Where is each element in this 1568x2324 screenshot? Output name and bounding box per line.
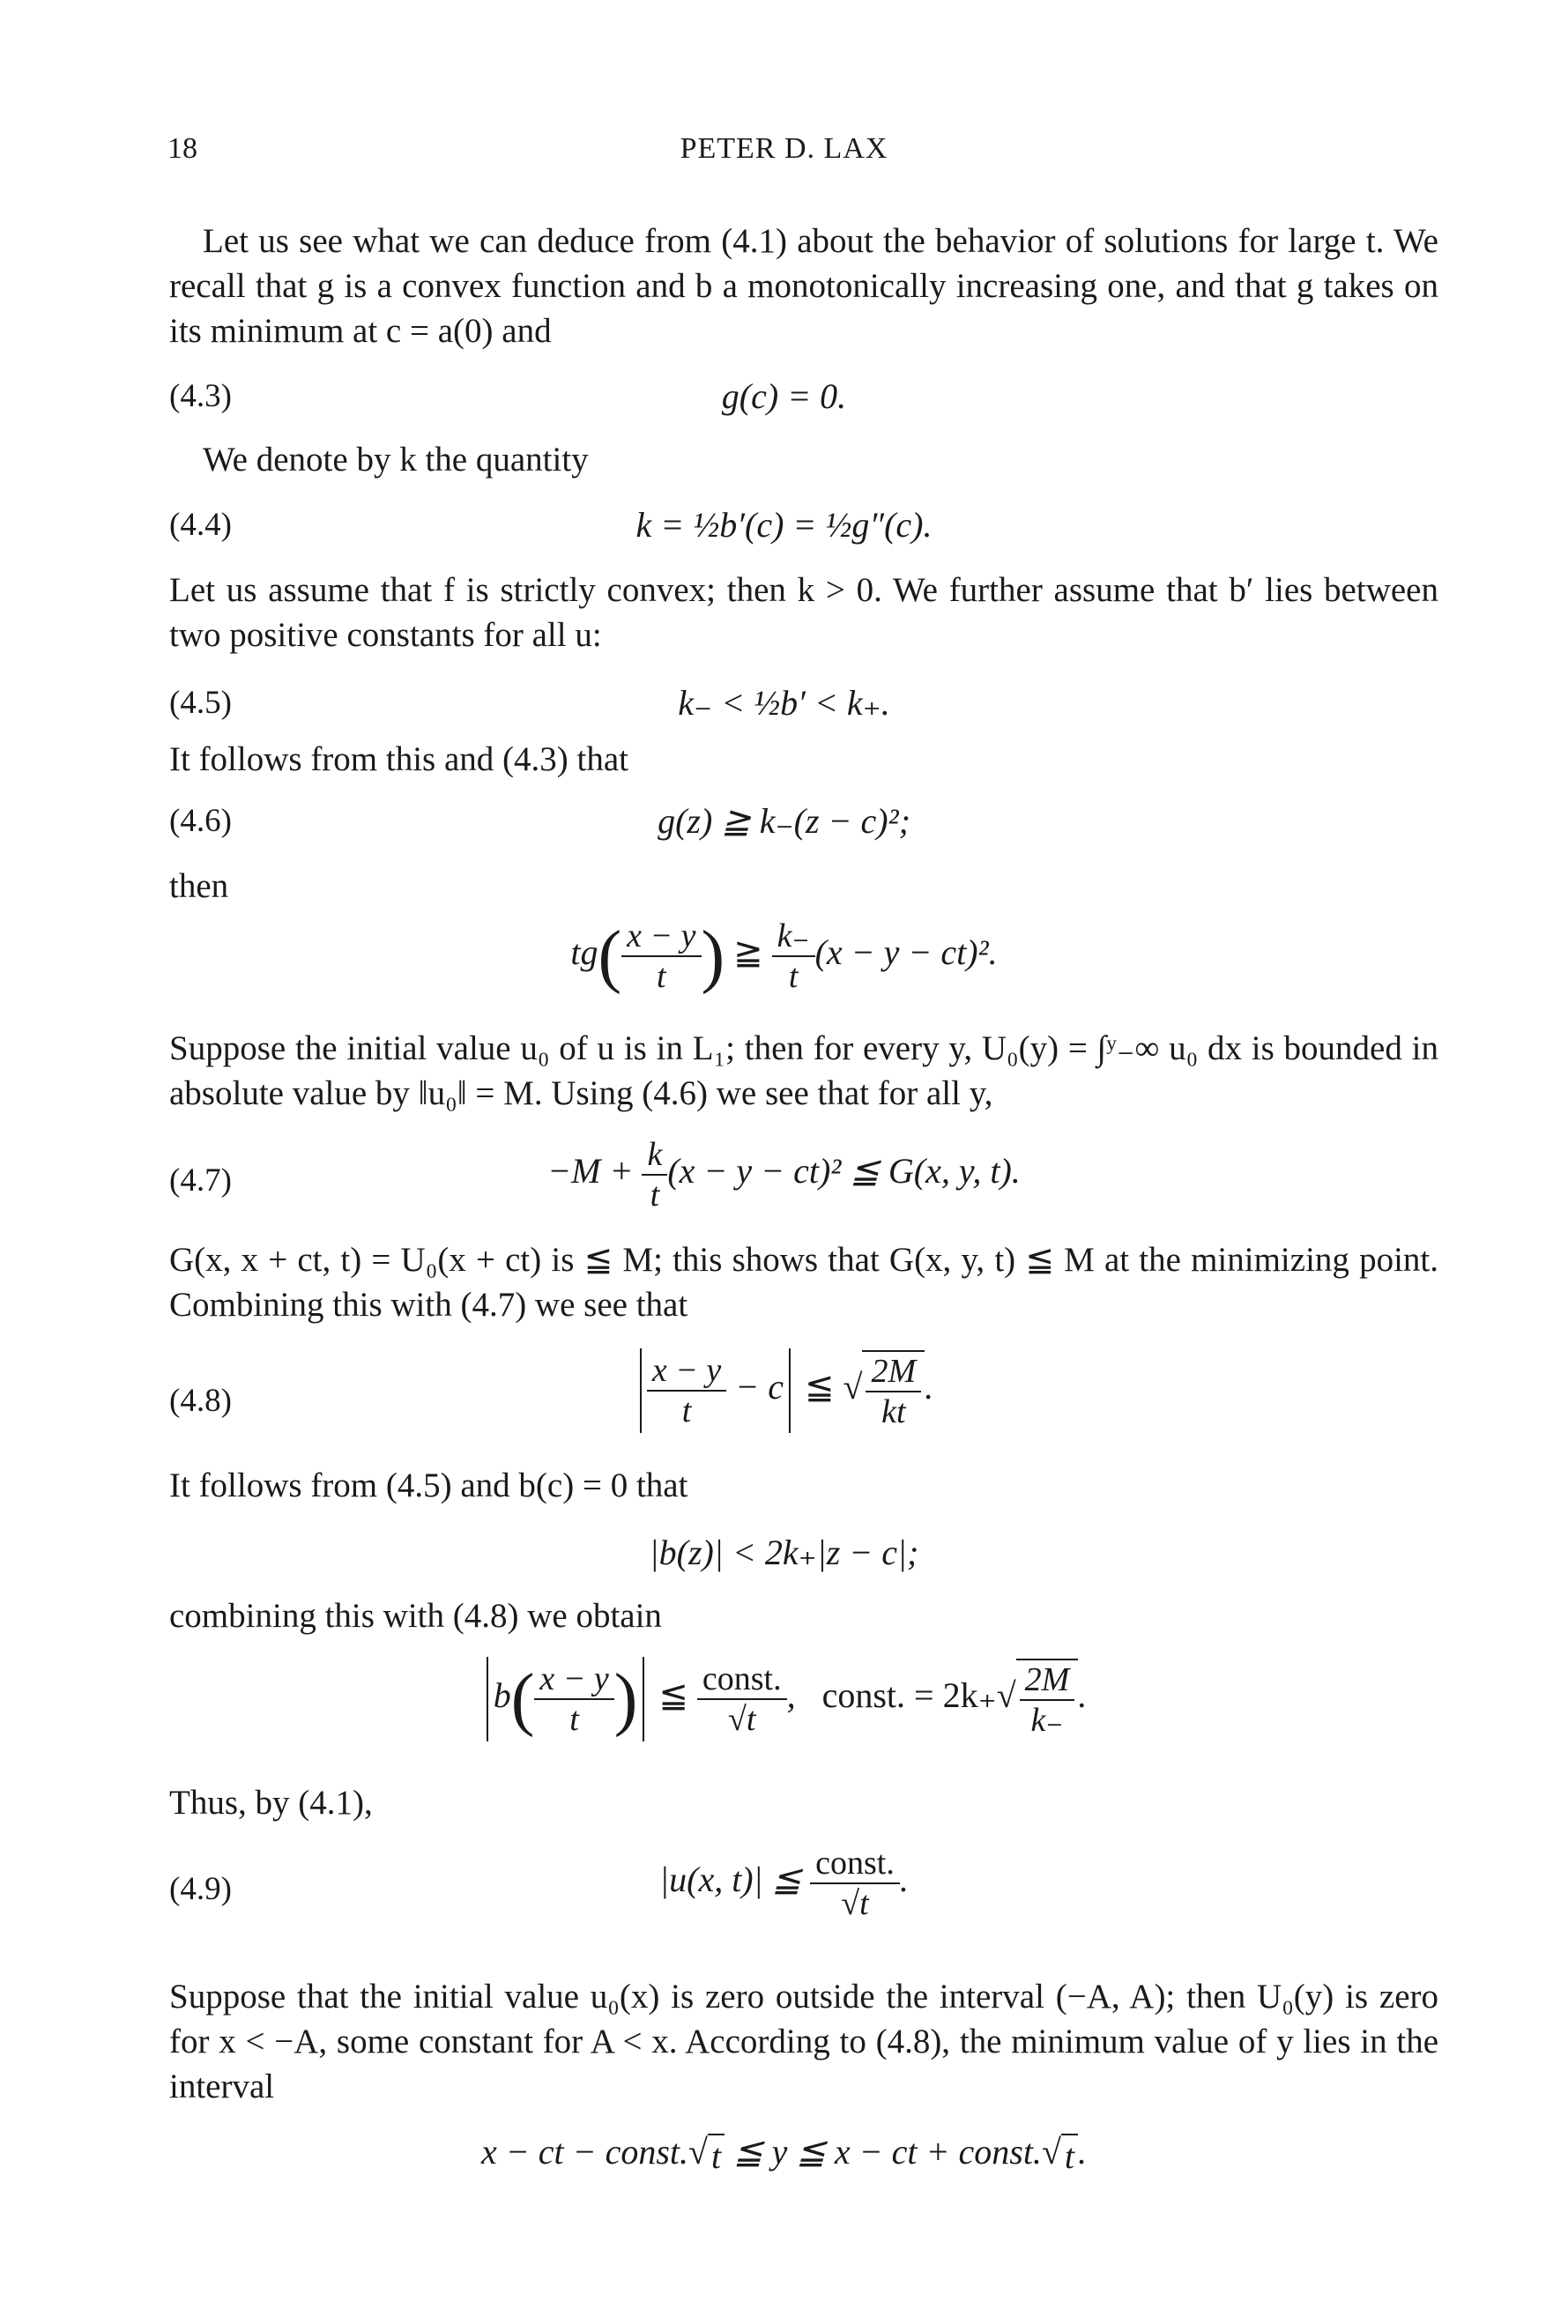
eq-then-kfrac: $\frac{k_-}{t}$ (772, 917, 815, 996)
eq-4-4: k = ½b′(c) = ½g″(c). (635, 505, 933, 545)
paragraph-6: Suppose the initial value u₀ of u is in L₁; then for every y, U₀(y) = ∫ʸ₋∞ u₀ dx is bounded in absolute value by ‖u₀‖ = M. Using (4.6) we see that for all y, (169, 1029, 1438, 1112)
eq-4-6: g(z) ≧ k₋(z − c)²; (658, 801, 910, 841)
paragraph-2: We denote by k the quantity (203, 441, 589, 479)
paragraph-3: Let us assume that f is strictly convex; then k > 0. We further assume that b′ lies between two positive constants for all u: (169, 571, 1438, 654)
paragraph-10: Thus, by (4.1), (169, 1784, 373, 1822)
eq-bz: |b(z)| < 2k₊|z − c|; (649, 1533, 919, 1572)
eq-4-9-label: (4.9) (169, 1871, 232, 1907)
paragraph-8: It follows from (4.5) and b(c) = 0 that (169, 1466, 688, 1504)
paragraph-9: combining this with (4.8) we obtain (169, 1597, 662, 1635)
eq-4-7-frac: $\frac{k}{t}$ (642, 1135, 667, 1214)
eq-4-3-label: (4.3) (169, 378, 232, 414)
page-number: 18 (167, 132, 197, 165)
eq-then-fn: tg (570, 932, 598, 973)
paragraph-5: then (169, 867, 229, 905)
running-title: PETER D. LAX (680, 132, 888, 165)
eq-4-5: k₋ < ½b′ < k₊. (678, 683, 890, 723)
eq-final: x − ct − const.√ t ≦ y ≦ x − ct + const.√ t . (480, 2132, 1088, 2177)
paragraph-11: Suppose that the initial value u₀(x) is zero outside the interval (−A, A); then U₀(y) is zero for x < −A, some constant for A < x. According to (4.8), the minimum value of y lies in the interval (169, 1978, 1438, 2105)
eq-4-8-label: (4.8) (169, 1383, 232, 1419)
paragraph-7: G(x, x + ct, t) = U₀(x + ct) is ≦ M; this shows that G(x, y, t) ≦ M at the minimizing point. Combining this with (4.7) we see that (169, 1241, 1438, 1324)
eq-4-5-label: (4.5) (169, 685, 232, 721)
eq-4-8: $\frac{x - y}{t}$ − c ≦ √ $\frac{2M}{kt}$ . (0, 1348, 1568, 1433)
eq-then-frac: $\frac{x - y}{t}$ (621, 917, 701, 996)
paragraph-1: Let us see what we can deduce from (4.1) about the behavior of solutions for large t. We recall that g is a convex function and b a monotonically increasing one, and that g takes on its minimum at c = a(0) and (169, 222, 1438, 350)
eq-then: tg( $\frac{x - y}{t}$ ) ≧ $\frac{k_-}{t}$ (x − y − ct)². (570, 917, 998, 995)
eq-4-6-label: (4.6) (169, 803, 232, 839)
eq-4-3: g(c) = 0. (721, 376, 847, 416)
eq-bound: b( $\frac{x - y}{t}$ ) ≦ $\frac{\text{const.}}{√t}$ , const. = 2k₊√ $\frac{2M}{k_-}$ . (0, 1657, 1568, 1741)
eq-4-7: −M + $\frac{k}{t}$ (x − y − ct)² ≦ G(x, y, t). (547, 1136, 1021, 1214)
paragraph-4: It follows from this and (4.3) that (169, 740, 628, 778)
eq-4-7-label: (4.7) (169, 1162, 232, 1199)
eq-4-9: |u(x, t)| ≦ $\frac{\text{const.}}{√t}$ . (659, 1845, 909, 1922)
eq-4-4-label: (4.4) (169, 507, 232, 543)
